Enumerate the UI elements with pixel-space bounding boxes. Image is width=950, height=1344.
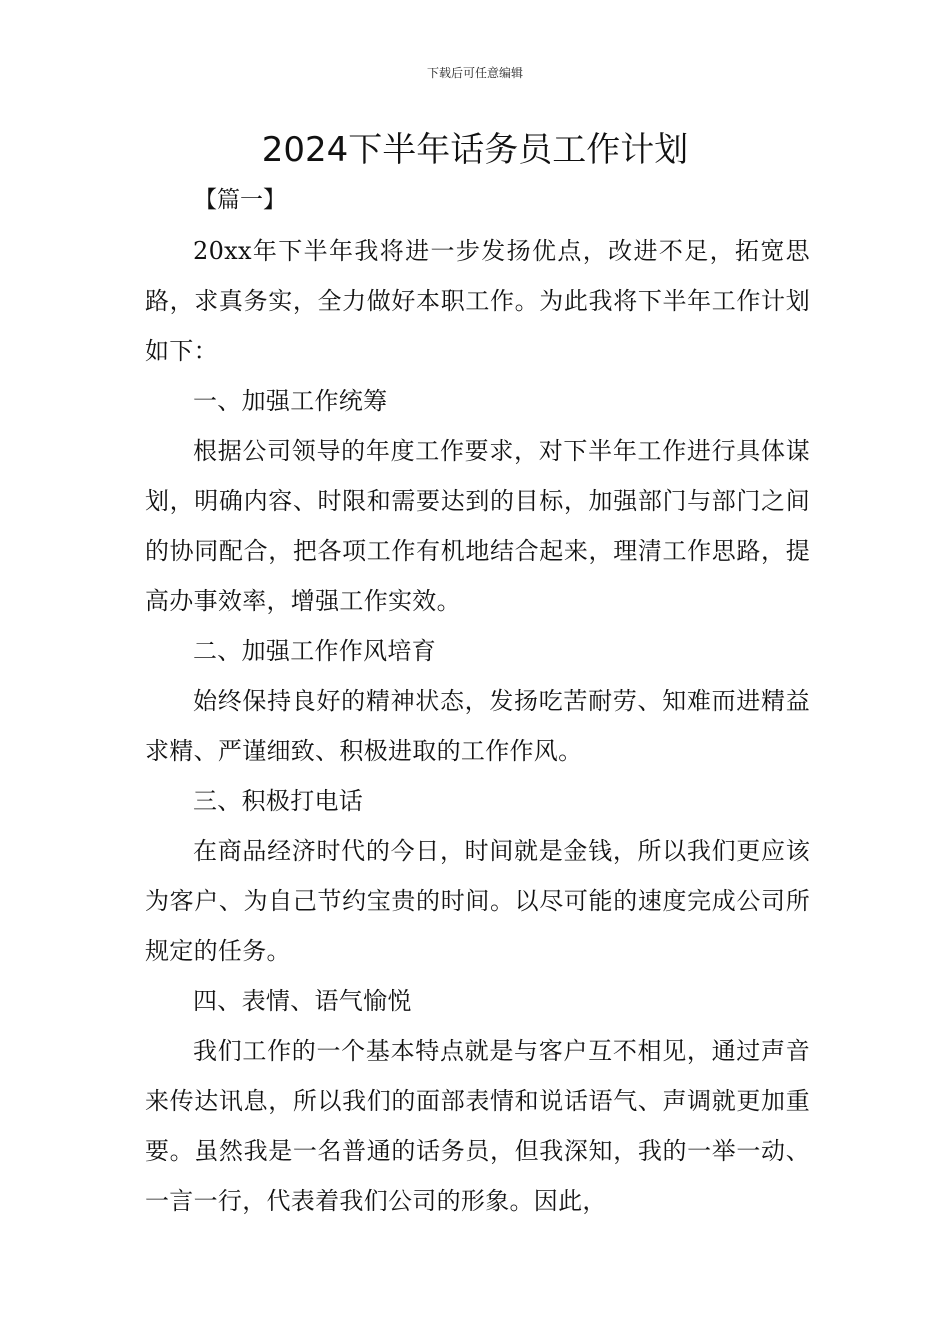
intro-paragraph: 20xx年下半年我将进一步发扬优点，改进不足，拓宽思路，求真务实，全力做好本职工作。为此我将下半年工作计划如下： bbox=[145, 237, 810, 365]
document-body bbox=[145, 226, 810, 1226]
body-paragraph: 我们工作的一个基本特点就是与客户互不相见，通过声音来传达讯息，所以我们的面部表情和说话语气、声调就更加重要。虽然我是一名普通的话务员，但我深知，我的一举一动、一言一行，代表着我们公司的形象。因此， bbox=[145, 1037, 810, 1215]
section-heading: 一、加强工作统筹 bbox=[193, 387, 388, 415]
section-tag: 【篇一】 bbox=[194, 187, 286, 213]
document-title: 2024下半年话务员工作计划 bbox=[261, 130, 689, 170]
body-paragraph: 在商品经济时代的今日，时间就是金钱，所以我们更应该为客户、为自己节约宝贵的时间。以尽可能的速度完成公司所规定的任务。 bbox=[145, 837, 810, 965]
section-heading: 二、加强工作作风培育 bbox=[193, 637, 436, 665]
section-heading: 四、表情、语气愉悦 bbox=[193, 987, 412, 1015]
body-paragraph: 根据公司领导的年度工作要求，对下半年工作进行具体谋划，明确内容、时限和需要达到的目标，加强部门与部门之间的协同配合，把各项工作有机地结合起来，理清工作思路，提高办事效率，增强工作实效。 bbox=[145, 437, 810, 615]
body-paragraph: 始终保持良好的精神状态，发扬吃苦耐劳、知难而进精益求精、严谨细致、积极进取的工作作风。 bbox=[145, 687, 810, 765]
header-note: 下载后可任意编辑 bbox=[426, 66, 523, 80]
section-heading: 三、积极打电话 bbox=[193, 787, 364, 815]
